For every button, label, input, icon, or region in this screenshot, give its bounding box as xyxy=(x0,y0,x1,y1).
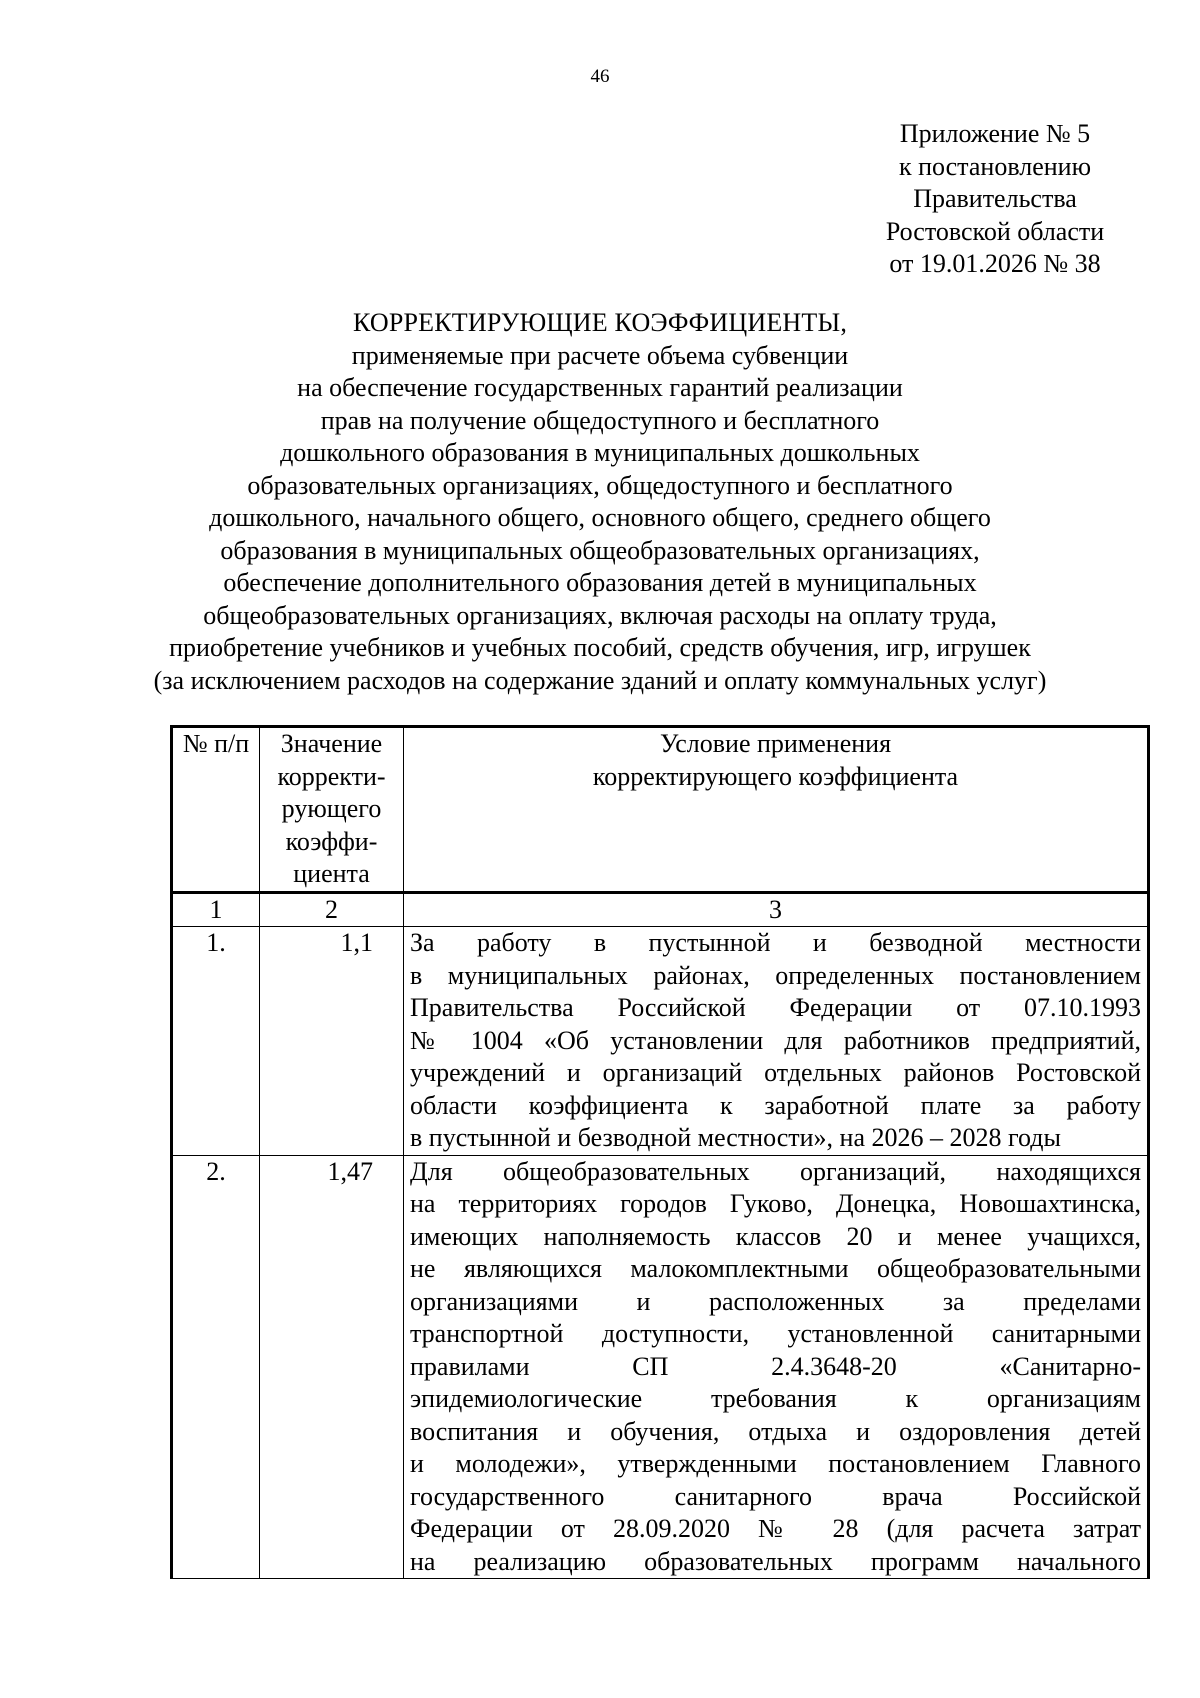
condition-line: в муниципальных районах, определенных постановлением xyxy=(410,960,1141,990)
condition-line: организациями и расположенных за пределами xyxy=(410,1286,1141,1316)
title-line: применяемые при расчете объема субвенции xyxy=(351,340,849,370)
appendix-block xyxy=(845,118,1145,281)
row-num: 1. xyxy=(172,927,260,1156)
condition-line: № 1004 «Об установлении для работников предприятий, xyxy=(410,1025,1141,1055)
appendix-line: от 19.01.2026 № 38 xyxy=(889,249,1101,278)
appendix-line: Приложение № 5 xyxy=(899,119,1091,148)
appendix-line: Правительства xyxy=(913,184,1077,213)
title-heading: КОРРЕКТИРУЮЩИЕ КОЭФФИЦИЕНТЫ, xyxy=(352,308,848,337)
title-line: образования в муниципальных общеобразовательных организациях, xyxy=(220,535,980,565)
header-value-line: коэффи- xyxy=(285,826,378,856)
header-value-line: корректи- xyxy=(277,761,386,791)
numbering-cell: 1 xyxy=(172,892,260,927)
header-value-line: циента xyxy=(293,859,370,888)
condition-line: области коэффициента к заработной плате за работу xyxy=(410,1090,1141,1120)
table-row xyxy=(172,1155,1149,1579)
condition-line: государственного санитарного врача Российской xyxy=(410,1481,1141,1511)
header-condition-line: Условие применения xyxy=(659,729,892,758)
title-line: общеобразовательных организациях, включая расходы на оплату труда, xyxy=(203,600,997,630)
row-num: 2. xyxy=(172,1155,260,1579)
row-condition xyxy=(404,927,1149,1156)
condition-line: Для общеобразовательных организаций, находящихся xyxy=(410,1156,1141,1186)
table-numbering-row xyxy=(172,892,1149,927)
row-value: 1,47 xyxy=(260,1155,404,1579)
header-condition-line: корректирующего коэффициента xyxy=(592,761,959,791)
condition-line: эпидемиологические требования к организациям xyxy=(410,1384,1141,1413)
condition-line: транспортной доступности, установленной санитарными xyxy=(410,1319,1141,1348)
coefficients-table xyxy=(170,725,1150,1579)
title-line: обеспечение дополнительного образования детей в муниципальных xyxy=(223,568,977,597)
header-condition xyxy=(404,727,1149,893)
document-title xyxy=(60,307,1140,697)
header-value-line: рующего xyxy=(281,794,382,823)
numbering-cell: 3 xyxy=(404,892,1149,927)
condition-line: учреждений и организаций отдельных районов Ростовской xyxy=(410,1058,1141,1087)
numbering-cell: 2 xyxy=(260,892,404,927)
condition-line: Федерации от 28.09.2020 № 28 (для расчета затрат xyxy=(410,1514,1141,1543)
title-line: дошкольного образования в муниципальных дошкольных xyxy=(280,438,920,467)
table-row xyxy=(172,927,1149,1156)
header-value-line: Значение xyxy=(280,729,383,758)
header-value xyxy=(260,727,404,893)
row-value: 1,1 xyxy=(260,927,404,1156)
title-line: приобретение учебников и учебных пособий, средств обучения, игр, игрушек xyxy=(169,633,1031,662)
condition-line: не являющихся малокомплектными общеобразовательными xyxy=(410,1254,1141,1283)
condition-line: воспитания и обучения, отдыха и оздоровления детей xyxy=(410,1416,1141,1446)
title-line: дошкольного, начального общего, основного общего, среднего общего xyxy=(209,503,991,532)
condition-line: За работу в пустынной и безводной местности xyxy=(410,928,1141,957)
condition-line: на территориях городов Гуково, Донецка, Новошахтинска, xyxy=(410,1189,1141,1218)
condition-line: на реализацию образовательных программ начального xyxy=(410,1546,1141,1576)
condition-line: и молодежи», утвержденными постановлением Главного xyxy=(410,1449,1141,1478)
condition-line: в пустынной и безводной местности», на 2026 – 2028 годы xyxy=(410,1123,1061,1152)
condition-line: имеющих наполняемость классов 20 и менее учащихся, xyxy=(410,1221,1141,1251)
page-number: 46 xyxy=(590,66,610,87)
title-line: прав на получение общедоступного и бесплатного xyxy=(320,405,880,435)
table-header-row xyxy=(172,727,1149,893)
header-num: № п/п xyxy=(172,727,260,893)
title-line: (за исключением расходов на содержание зданий и оплату коммунальных услуг) xyxy=(153,665,1047,695)
condition-line: правилами СП 2.4.3648-20 «Санитарно- xyxy=(410,1351,1141,1381)
title-line: образовательных организациях, общедоступного и бесплатного xyxy=(247,470,953,500)
row-condition xyxy=(404,1155,1149,1579)
appendix-line: к постановлению xyxy=(898,151,1092,181)
appendix-line: Ростовской области xyxy=(885,216,1105,246)
title-line: на обеспечение государственных гарантий реализации xyxy=(297,373,903,402)
condition-line: Правительства Российской Федерации от 07.10.1993 xyxy=(410,993,1141,1022)
